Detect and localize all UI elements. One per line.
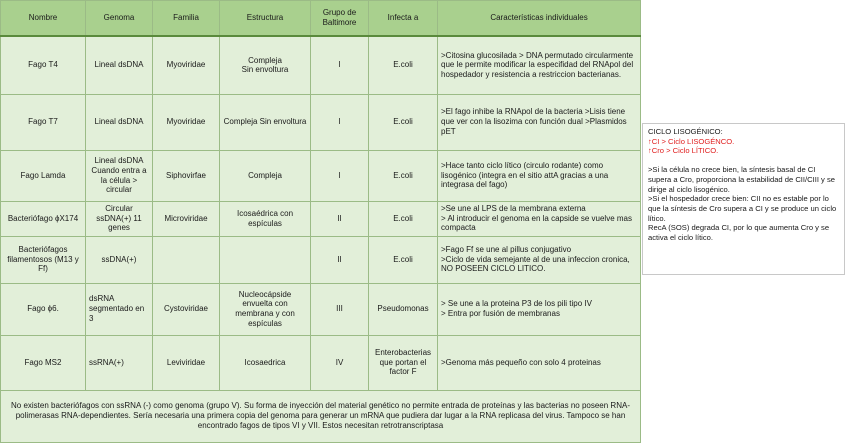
cell-genoma[interactable]: ssRNA(+): [86, 335, 153, 390]
header-nombre[interactable]: Nombre: [1, 1, 86, 37]
cell-familia[interactable]: Microviridae: [153, 201, 220, 236]
cell-caracteristicas[interactable]: >Hace tanto ciclo lítico (circulo rodante) como lisogénico (integra en el sitio attA gracias a una integrasa del fago): [438, 150, 641, 201]
cell-familia[interactable]: Myoviridae: [153, 94, 220, 150]
cell-infecta[interactable]: E.coli: [369, 201, 438, 236]
cell-familia[interactable]: Leviviridae: [153, 335, 220, 390]
cell-caracteristicas[interactable]: >Genoma más pequeño con solo 4 proteinas: [438, 335, 641, 390]
cell-caracteristicas[interactable]: >Se une al LPS de la membrana externa > Al introducir el genoma en la capside se vuelve mas compacta: [438, 201, 641, 236]
cell-nombre[interactable]: Fago ϕ6.: [1, 283, 86, 335]
cell-estructura[interactable]: Compleja Sin envoltura: [220, 94, 311, 150]
cell-infecta[interactable]: E.coli: [369, 150, 438, 201]
cell-grupo[interactable]: II: [311, 236, 369, 283]
cell-estructura[interactable]: [220, 236, 311, 283]
table-row: [1, 94, 641, 150]
note-paragraph: >Si el hospedador crece bien: CII no es estable por lo que la síntesis de Cro supera a CI y se produce un ciclo lítico.: [648, 194, 837, 223]
cell-caracteristicas[interactable]: >Fago Ff se une al pillus conjugativo >Ciclo de vida semejante al de una infeccion cronica, NO POSEEN CICLO LITICO.: [438, 236, 641, 283]
table-row: [1, 335, 641, 390]
cell-estructura[interactable]: Compleja Sin envoltura: [220, 36, 311, 94]
cell-nombre[interactable]: Fago MS2: [1, 335, 86, 390]
cell-infecta[interactable]: Enterobacterias que portan el factor F: [369, 335, 438, 390]
header-caracteristicas[interactable]: Características individuales: [438, 1, 641, 37]
cell-nombre[interactable]: Fago T7: [1, 94, 86, 150]
note-paragraph: RecA (SOS) degrada CI, por lo que aumenta Cro y se activa el ciclo lítico.: [648, 223, 830, 243]
note-line-ci: ↑CI > Ciclo LISOGÉNCO.: [648, 136, 735, 146]
cell-infecta[interactable]: Pseudomonas: [369, 283, 438, 335]
table-row: [1, 201, 641, 236]
header-grupo[interactable]: Grupo de Baltimore: [311, 1, 369, 37]
cell-infecta[interactable]: E.coli: [369, 94, 438, 150]
cell-genoma[interactable]: Lineal dsDNA Cuando entra a la célula > circular: [86, 150, 153, 201]
cell-familia[interactable]: Siphovirfae: [153, 150, 220, 201]
header-estructura[interactable]: Estructura: [220, 1, 311, 37]
cell-estructura[interactable]: Compleja: [220, 150, 311, 201]
footnote-row: [1, 390, 641, 442]
cell-nombre[interactable]: Bacteriófagos filamentosos (M13 y Ff): [1, 236, 86, 283]
cell-nombre[interactable]: Fago Lamda: [1, 150, 86, 201]
table-row: [1, 283, 641, 335]
cell-infecta[interactable]: E.coli: [369, 236, 438, 283]
note-spacer: [648, 156, 839, 165]
cell-nombre[interactable]: Bacteriófago ϕX174: [1, 201, 86, 236]
cell-grupo[interactable]: I: [311, 94, 369, 150]
cell-grupo[interactable]: IV: [311, 335, 369, 390]
cell-genoma[interactable]: Lineal dsDNA: [86, 36, 153, 94]
table-row: [1, 236, 641, 283]
cell-familia[interactable]: Cystoviridae: [153, 283, 220, 335]
cell-grupo[interactable]: I: [311, 150, 369, 201]
header-familia[interactable]: Familia: [153, 1, 220, 37]
note-paragraph: >Si la célula no crece bien, la síntesis basal de CI supera a Cro, proporciona la estabilidad de CII/CIII y se dirige al ciclo lisogénico.: [648, 165, 835, 194]
footnote-cell[interactable]: No existen bacteriófagos con ssRNA (-) como genoma (grupo V). Su forma de inyección del material genético no permite entrada de proteínas y las bacterias no poseen RNA-polimerasas RNA-dependientes. Sería necesaria una primera copia del genoma para generar un mRNA que pudiera dar lugar a la RNA replicasa del virus. Tampoco se han encontrado fagos de tipos VI y VII. Estos necesitan retrotranscriptasa: [1, 390, 641, 442]
cell-genoma[interactable]: Lineal dsDNA: [86, 94, 153, 150]
cell-caracteristicas[interactable]: > Se une a la proteina P3 de los pili tipo IV > Entra por fusión de membranas: [438, 283, 641, 335]
cell-genoma[interactable]: dsRNA segmentado en 3: [86, 283, 153, 335]
cell-infecta[interactable]: E.coli: [369, 36, 438, 94]
cell-nombre[interactable]: Fago T4: [1, 36, 86, 94]
note-title: CICLO LISOGÉNICO:: [648, 127, 723, 136]
header-genoma[interactable]: Genoma: [86, 1, 153, 37]
table-header-row: [1, 1, 641, 37]
cell-estructura[interactable]: Nucleocápside envuelta con membrana y con espículas: [220, 283, 311, 335]
cell-familia[interactable]: Myoviridae: [153, 36, 220, 94]
cell-familia[interactable]: [153, 236, 220, 283]
cell-genoma[interactable]: Circular ssDNA(+) 11 genes: [86, 201, 153, 236]
cell-caracteristicas[interactable]: >Citosina glucosilada > DNA permutado circularmente que le permite modificar la especifidad del RNApol del hospedador y resistencia a restriccion bacterianas.: [438, 36, 641, 94]
lysogenic-cycle-note[interactable]: [642, 123, 845, 275]
cell-grupo[interactable]: II: [311, 201, 369, 236]
cell-estructura[interactable]: Icosaedrica: [220, 335, 311, 390]
header-infecta[interactable]: Infecta a: [369, 1, 438, 37]
table-row: [1, 150, 641, 201]
note-line-cro: ↑Cro > Ciclo LÍTICO.: [648, 146, 719, 156]
cell-grupo[interactable]: I: [311, 36, 369, 94]
cell-caracteristicas[interactable]: >El fago inhibe la RNApol de la bacteria >Lisis tiene que ver con la lisozima con función dual >Plasmidos pET: [438, 94, 641, 150]
cell-genoma[interactable]: ssDNA(+): [86, 236, 153, 283]
cell-estructura[interactable]: Icosaédrica con espículas: [220, 201, 311, 236]
cell-grupo[interactable]: III: [311, 283, 369, 335]
table-row: [1, 36, 641, 94]
